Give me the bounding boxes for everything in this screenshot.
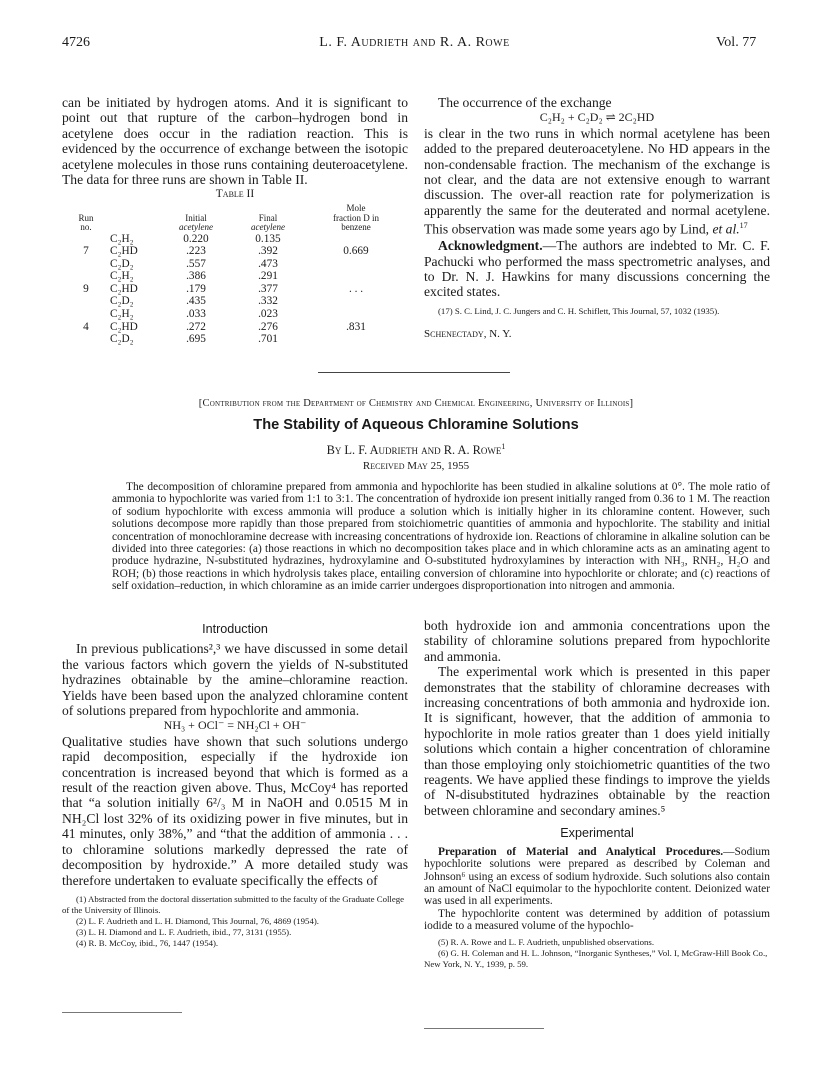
initial-cell: .223 [186,245,206,258]
mole-fraction-cell: 0.669 [343,245,369,258]
header-mole-fraction: Mole fraction D in benzene [333,203,379,232]
top-left-paragraph: can be initiated by hydrogen atoms. And it is significant to point out that rupture of the carbon–hydrogen bond in acetylene does occur in the radiation reaction. This is evidenced by the occurrence of exchange between the isotopic acetylene molecules in those runs containing deuteroacetylene. The data for three runs are shown in Table II. [62,95,408,188]
mole-fraction-cell [304,308,408,321]
initial-cell: .033 [186,308,206,321]
final-cell: .276 [258,320,278,333]
final-cell: .392 [258,245,278,258]
header-run: Run no. [78,212,94,232]
right-paragraph-1: both hydroxide ion and ammonia concentrations upon the stability of chloramine solutions prepared from hypochlorite and ammonia. [424,618,770,664]
final-cell: .701 [258,333,278,346]
table-row [62,270,408,283]
mole-fraction-cell [304,333,408,346]
right-footnotes [424,937,770,970]
final-cell: .291 [258,270,278,283]
article-title: The Stability of Aqueous Chloramine Solutions [253,417,579,433]
species-cell: C₂HD [110,320,138,333]
run-cell: 4 [83,320,89,333]
top-left-column [62,95,408,187]
mole-fraction-cell: .831 [346,320,366,333]
footnote: (5) R. A. Rowe and L. F. Audrieth, unpublished observations. [438,936,655,947]
run-cell [62,333,110,346]
chloramine-equation: NH₃ + OCl⁻ = NH₂Cl + OH⁻ [163,718,307,733]
initial-cell: .272 [186,320,206,333]
byline: By L. F. Audrieth and R. A. Rowe$^1$ [326,442,506,458]
footnote: (2) L. F. Audrieth and L. H. Diamond, This Journal, 76, 4869 (1954). [76,915,319,926]
header-final: Final acetylene [251,212,285,232]
received-date: Received May 25, 1955 [362,460,470,472]
run-cell [62,258,110,271]
section-divider [318,372,510,373]
acknowledgment: Acknowledgment.—The authors are indebted to Mr. C. F. Pachucki who performed the mass spectrometric analyses, and to Dr. N. J. Hawkins for many discussions concerning the excited states. [424,238,770,300]
volume-label: Vol. 77 [716,35,757,50]
footnote: (1) Abstracted from the doctoral dissertation submitted to the faculty of the Graduate College of the University of Illinois. [62,893,405,915]
final-cell: .332 [258,295,278,308]
initial-cell: .386 [186,270,206,283]
intro-paragraph-1: In previous publications²,³ we have discussed in some detail the various factors which govern the yields of N-substituted hydrazines obtainable by the amine–chloramine reaction. Yields have been based upon the analyzed chloramine content of solutions prepared from hypochlorite and ammonia. [62,641,408,719]
location: Schenectady, N. Y. [424,327,512,340]
footnote: (6) G. H. Coleman and H. L. Johnson, “Inorganic Syntheses,” Vol. I, McGraw-Hill Book Co., New York, N. Y., 1939, p. 59. [424,947,768,969]
preparation-heading: Preparation of Material and Analytical Procedures. [438,845,724,858]
run-cell: 7 [83,245,89,258]
table-row [62,308,408,321]
table-header-row [62,204,408,233]
table-row [62,295,408,308]
species-cell: C₂D₂ [110,333,134,346]
preparation-section: Preparation of Material and Analytical Procedures.—Sodium hypochlorite solutions were prepared as described by Coleman and Johnson⁶ using an excess of sodium hydroxide. Such solutions also contain an amount of NaCl equimolar to the hypochlorite content. Deionized water was used in all experiments. The hypochlorite content was determined by addition of potassium iodide to a measured volume of the hypochlo- [424,845,770,933]
mole-fraction-cell [304,233,408,246]
species-cell: C₂H₂ [110,308,134,321]
footnote: (3) L. H. Diamond and L. F. Audrieth, ibid., 77, 3131 (1955). [76,926,292,937]
experimental-heading: Experimental [560,826,634,841]
final-cell: 0.135 [255,232,281,245]
table-ii [62,188,408,346]
species-cell: C₂D₂ [110,295,134,308]
exchange-paragraph: is clear in the two runs in which normal acetylene has been added to the prepared deuteroacetylene. No HD appears in the non-condensable fraction. The mechanism of the exchange is not clear, and the data are not extensive enough to warrant discussion. The over-all reaction rate for polymerization is apparently the same for the deuterated and normal acetylene. This observation was made some years ago by Lind, et al.$^{17}$ [424,125,770,237]
species-cell: C₂D₂ [110,257,134,270]
table-row [62,258,408,271]
species-cell: C₂HD [110,245,138,258]
lower-right-column [424,618,770,970]
initial-cell: .695 [186,333,206,346]
run-cell [62,295,110,308]
run-cell [62,270,110,283]
intro-paragraph-2: Qualitative studies have shown that such solutions undergo rapid decomposition, especially if the hydroxide ion concentration is increased beyond that which is formed as a result of the reaction given above. Thus, McCoy⁴ has reported that “a solution initially 6²/₃ M in NaOH and 0.0515 M in NH₂Cl lost 32% of its oxidizing power in five minutes, but in 41 minutes, only 38%,” and “that the addition of ammonia . . . to chloramine solutions markedly depressed the rate of decomposition by hydroxide.” A more detailed study was therefore undertaken to evaluate specifically the effects of [62,733,408,888]
final-cell: .473 [258,257,278,270]
footnote-rule-left [62,1012,182,1013]
species-cell: C₂HD [110,282,138,295]
mole-fraction-cell [304,270,408,283]
final-cell: .023 [258,308,278,321]
table-row [62,283,408,296]
mole-fraction-cell [304,295,408,308]
running-head: L. F. Audrieth and R. A. Rowe [319,35,510,50]
mole-fraction-cell: . . . [348,282,364,295]
contribution-line: [Contribution from the Department of Chemistry and Chemical Engineering, University of Illinois] [198,398,634,409]
introduction-heading: Introduction [202,622,268,636]
footnote-17: (17) S. C. Lind, J. C. Jungers and C. H. Schiflett, This Journal, 57, 1032 (1935). [438,305,720,316]
top-right-column [424,95,770,342]
species-cell: C₂H₂ [110,232,134,245]
initial-cell: 0.220 [183,232,209,245]
footnote-rule-right [424,1028,544,1029]
exchange-equation: C₂H₂ + C₂D₂ ⇌ 2C₂HD [539,110,655,125]
left-footnotes [62,894,408,949]
lower-left-column [62,618,408,949]
header-initial: Initial acetylene [179,212,213,232]
abstract: The decomposition of chloramine prepared from ammonia and hypochlorite has been studied in alkaline solutions at 0°. The mole ratio of ammonia to hypochlorite was varied from 1:1 to 3:1. The concentration of hydroxide ion present initially ranged from 0.36 to 1 M. The reaction of sodium hypochlorite with excess ammonia will produce a solution which is initially higher in its chloramine content. However, such solutions decompose more rapidly than those prepared from stoichiometric quantities of ammonia and hypochlorite. The stability and initial concentration of monochloramine decrease with increasing concentrations of hydroxide ion. Reactions of chloramine in alkaline solution can be divided into three categories: (a) those reactions in which no decomposition takes place and in which chloramine acts as an aminating agent to produce hydrazine, N-substituted hydrazines, hydroxylamine and O-substituted hydroxylamines by interaction with NH₃, RNH₂, H₂O and ROH; (b) those reactions in which hydrolysis takes place, entailing conversion of chloramine into hypochlorite or chlorate; and (c) reactions of self oxidation–reduction, in which chloramine as an imide carrier undergoes disproportionation into nitrogen and ammonia. [112,481,770,593]
right-paragraph-2: The experimental work which is presented in this paper demonstrates that the stability of chloramine decreases with increasing concentrations of both ammonia and hydroxide ion. It is significant, however, that the addition of ammonia to hypochlorite in mole ratios greater than 1 does yield initially solutions which contain a higher concentration of chloramine than those employing only stoichiometric quantities of the two reagents. We have applied these findings to improve the yields of N-disubstituted hydrazines obtainable by the reaction between chloramine and secondary amines.⁵ [424,664,770,818]
exchange-lead: The occurrence of the exchange [438,95,612,110]
initial-cell: .435 [186,295,206,308]
species-cell: C₂H₂ [110,270,134,283]
table-row [62,333,408,346]
run-cell [62,233,110,246]
table-caption: Table II [215,188,255,200]
run-cell: 9 [83,282,89,295]
mole-fraction-cell [304,258,408,271]
table-row [62,245,408,258]
initial-cell: .179 [186,282,206,295]
final-cell: .377 [258,282,278,295]
footnote: (4) R. B. McCoy, ibid., 76, 1447 (1954). [76,937,219,948]
run-cell [62,308,110,321]
table-row [62,321,408,334]
preparation-paragraph-2: The hypochlorite content was determined by addition of potassium iodide to a measured volume of the hypochlo- [424,907,770,933]
table-row [62,233,408,246]
page-number: 4726 [62,35,90,50]
table-ii-grid [62,204,408,346]
initial-cell: .557 [186,257,206,270]
